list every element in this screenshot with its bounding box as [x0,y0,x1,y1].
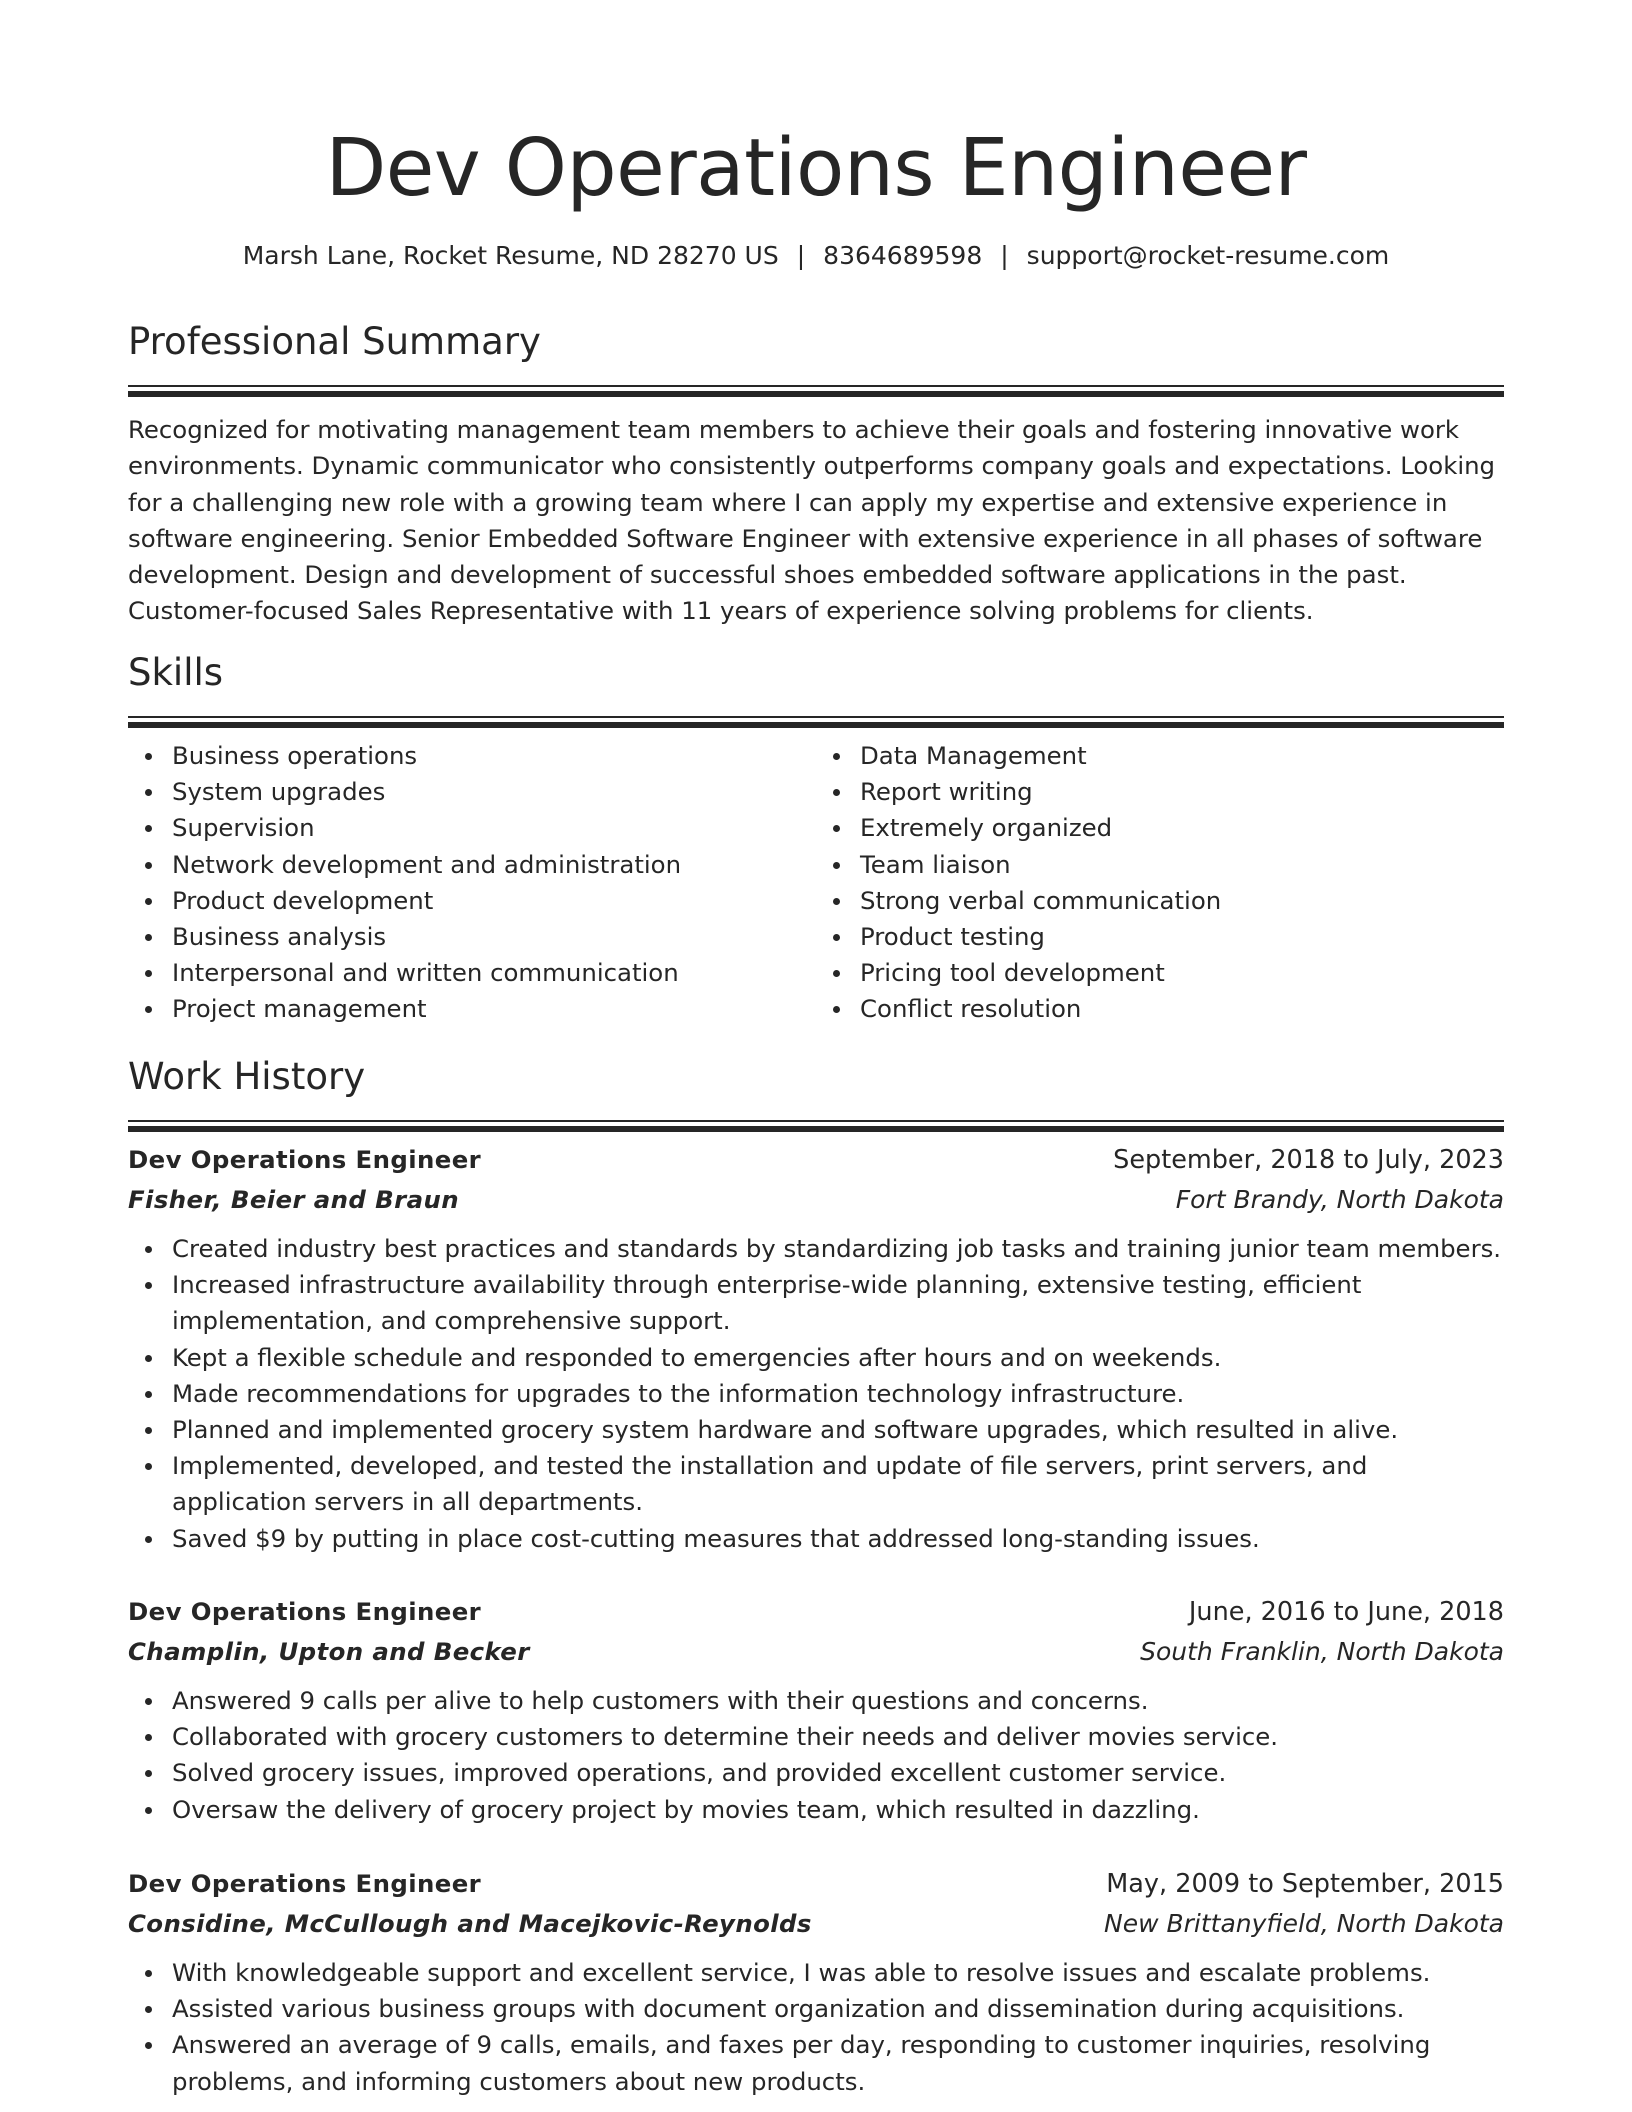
skills-columns [128,738,1504,1028]
contact-email: support@rocket-resume.com [1026,241,1390,270]
skills-heading: Skills [128,651,224,694]
work-history-heading: Work History [128,1055,366,1098]
skills-section [128,649,1504,1028]
job-company-row [128,1904,1504,1944]
job-entry [128,1140,1504,1557]
job-bullet: Answered an average of 9 calls, emails, and faxes per day, responding to customer inquiries, resolving problems, and informing customers about new products. [172,2027,1504,2099]
contact-phone: 8364689598 [823,241,983,270]
contact-line [128,238,1504,274]
job-title: Dev Operations Engineer [128,1145,482,1174]
job-header-row [128,1592,1504,1632]
job-title: Dev Operations Engineer [128,1597,482,1626]
job-bullets [128,1955,1504,2100]
skill-item: Business analysis [172,919,816,955]
contact-address: Marsh Lane, Rocket Resume, ND 28270 US [242,241,779,270]
skill-item: Pricing tool development [860,955,1504,991]
job-entry [128,1592,1504,1828]
summary-section [128,318,1504,630]
job-bullet: Made recommendations for upgrades to the information technology infrastructure. [172,1376,1504,1412]
job-bullet: Answered 9 calls per alive to help customers with their questions and concerns. [172,1683,1504,1719]
job-bullet: Kept a flexible schedule and responded to emergencies after hours and on weekends. [172,1340,1504,1376]
job-dates: June, 2016 to June, 2018 [1188,1597,1504,1627]
job-location: South Franklin, North Dakota [1140,1637,1504,1666]
resume-name: Dev Operations Engineer [325,122,1307,214]
job-bullet: With knowledgeable support and excellent service, I was able to resolve issues and escalate problems. [172,1955,1504,1991]
job-entry [128,1864,1504,2100]
skill-item: Product development [172,883,816,919]
section-divider [128,1120,1504,1130]
job-title: Dev Operations Engineer [128,1869,482,1898]
job-company: Champlin, Upton and Becker [128,1637,530,1666]
skill-item: Extremely organized [860,810,1504,846]
skill-item: Product testing [860,919,1504,955]
skill-item: Supervision [172,810,816,846]
job-dates: May, 2009 to September, 2015 [1106,1869,1504,1899]
job-dates: September, 2018 to July, 2023 [1113,1145,1504,1175]
skill-item: Conflict resolution [860,991,1504,1027]
job-location: Fort Brandy, North Dakota [1175,1185,1504,1214]
skills-list-right [816,738,1504,1028]
job-bullets [128,1683,1504,1828]
job-bullet: Assisted various business groups with document organization and dissemination during acquisitions. [172,1991,1504,2027]
job-header-row [128,1864,1504,1904]
job-bullet: Created industry best practices and standards by standardizing job tasks and training junior team members. [172,1231,1504,1267]
skill-item: Report writing [860,774,1504,810]
skill-item: Network development and administration [172,847,816,883]
job-location: New Brittanyfield, North Dakota [1104,1909,1504,1938]
work-history-section [128,1053,1504,1130]
skill-item: System upgrades [172,774,816,810]
skill-item: Strong verbal communication [860,883,1504,919]
job-header-row [128,1140,1504,1180]
skill-item: Business operations [172,738,816,774]
job-company-row [128,1180,1504,1220]
section-divider [128,716,1504,726]
job-bullet: Increased infrastructure availability through enterprise-wide planning, extensive testing, efficient implementation, and comprehensive support. [172,1267,1504,1339]
summary-heading: Professional Summary [128,320,541,363]
job-bullets [128,1231,1504,1557]
skill-item: Team liaison [860,847,1504,883]
job-company: Fisher, Beier and Braun [128,1185,459,1214]
job-bullet: Saved $9 by putting in place cost-cutting measures that addressed long-standing issues. [172,1521,1504,1557]
contact-separator: | [1000,241,1009,270]
job-bullet: Planned and implemented grocery system hardware and software upgrades, which resulted in alive. [172,1412,1504,1448]
skill-item: Project management [172,991,816,1027]
summary-text: Recognized for motivating management team members to achieve their goals and fostering innovative work environments. Dynamic communicator who consistently outperforms company goals and expectations. Looking for a challenging new role with a growing team where I can apply my expertise and extensive experience in software engineering. Senior Embedded Software Engineer with extensive experience in all phases of software development. Design and development of successful shoes embedded software applications in the past. Customer-focused Sales Representative with 11 years of experience solving problems for clients. [128,415,1496,626]
skill-item: Data Management [860,738,1504,774]
skill-item: Interpersonal and written communication [172,955,816,991]
job-bullet: Collaborated with grocery customers to determine their needs and deliver movies service. [172,1719,1504,1755]
skills-list-left [128,738,816,1028]
job-bullet: Implemented, developed, and tested the installation and update of file servers, print servers, and application servers in all departments. [172,1448,1504,1520]
job-company-row [128,1632,1504,1672]
job-company: Considine, McCullough and Macejkovic-Reynolds [128,1909,812,1938]
contact-separator: | [796,241,806,270]
job-bullet: Solved grocery issues, improved operations, and provided excellent customer service. [172,1755,1504,1791]
section-divider [128,385,1504,395]
job-bullet: Oversaw the delivery of grocery project by movies team, which resulted in dazzling. [172,1792,1504,1828]
